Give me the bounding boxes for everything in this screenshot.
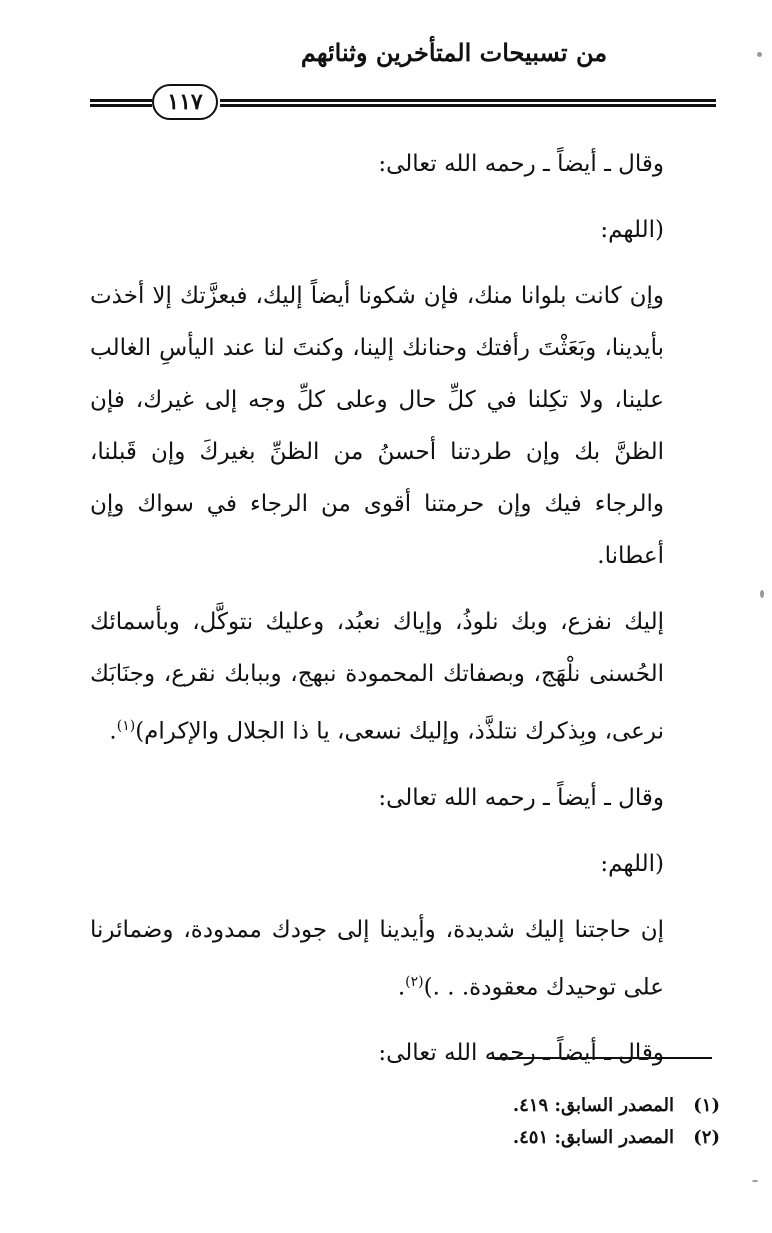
supplication-paragraph <box>90 596 716 758</box>
footnote-number: (٢) <box>693 1127 720 1148</box>
footnote-reference: (٢) <box>405 973 424 990</box>
supplication-paragraph <box>90 904 716 1014</box>
header-rule-left <box>90 99 152 107</box>
invocation-opening: (اللهم: <box>600 217 664 243</box>
invocation-opening: (اللهم: <box>600 850 664 877</box>
running-head-title: من تسبيحات المتأخرين وثنائهم <box>300 38 608 67</box>
paragraph-end: . <box>109 718 117 745</box>
footnotes <box>420 1090 720 1154</box>
page-number: ١١٧ <box>152 84 218 120</box>
footnote-text: المصدر السابق: ٤٥١. <box>512 1127 674 1148</box>
footnote <box>420 1090 720 1122</box>
header-rule-right <box>220 99 716 107</box>
header-rule <box>90 84 716 124</box>
paragraph-end: . <box>397 974 406 1001</box>
footnote <box>420 1122 720 1154</box>
attribution-line: وقال ـ أيضاً ـ رحمه الله تعالى: <box>378 151 664 177</box>
footnote-number: (١) <box>693 1095 720 1116</box>
scan-speck <box>757 52 762 57</box>
footnote-separator <box>490 1057 712 1059</box>
scan-speck <box>760 590 764 598</box>
paragraph-text: إن حاجتنا إليك شديدة، وأيدينا إلى جودك ممدودة، وضمائرنا على توحيدك معقودة. . .) <box>90 916 664 1001</box>
scan-speck <box>752 1180 758 1182</box>
attribution-line: وقال ـ أيضاً ـ رحمه الله تعالى: <box>378 784 664 811</box>
paragraph-text: إليك نفزع، وبك نلوذُ، وإياك نعبُد، وعليك نتوكَّل، وبأسمائك الحُسنى نلْهَج، وبصفاتك المحمودة نبهج، وببابك نقرع، وجنَابَك نرعى، وبِذكرك نتلذَّذ، وإليك نسعى، يا ذا الجلال والإكرام) <box>90 609 664 745</box>
page-body <box>90 138 716 1079</box>
footnote-reference: (١) <box>116 718 136 734</box>
supplication-paragraph: وإن كانت بلوانا منك، فإن شكونا أيضاً إليك، فبعزَّتك إلا أخذت بأيدينا، وبَعَثْتَ رأفتك وحنانك إلينا، وكنتَ لنا عند اليأسِ الغالب علينا، ولا تكِلنا في كلِّ حال وعلى كلِّ وجه إلى غيرك، فإن الظنَّ بك وإن طردتنا أحسنُ من الظنِّ بغيركَ وإن قَبلنا، والرجاء فيك وإن حرمتنا أقوى من الرجاء في سواك وإن أعطانا. <box>90 283 664 569</box>
attribution-line: وقال ـ أيضاً ـ رحمه الله تعالى: <box>378 1040 664 1067</box>
footnote-text: المصدر السابق: ٤١٩. <box>512 1095 674 1116</box>
